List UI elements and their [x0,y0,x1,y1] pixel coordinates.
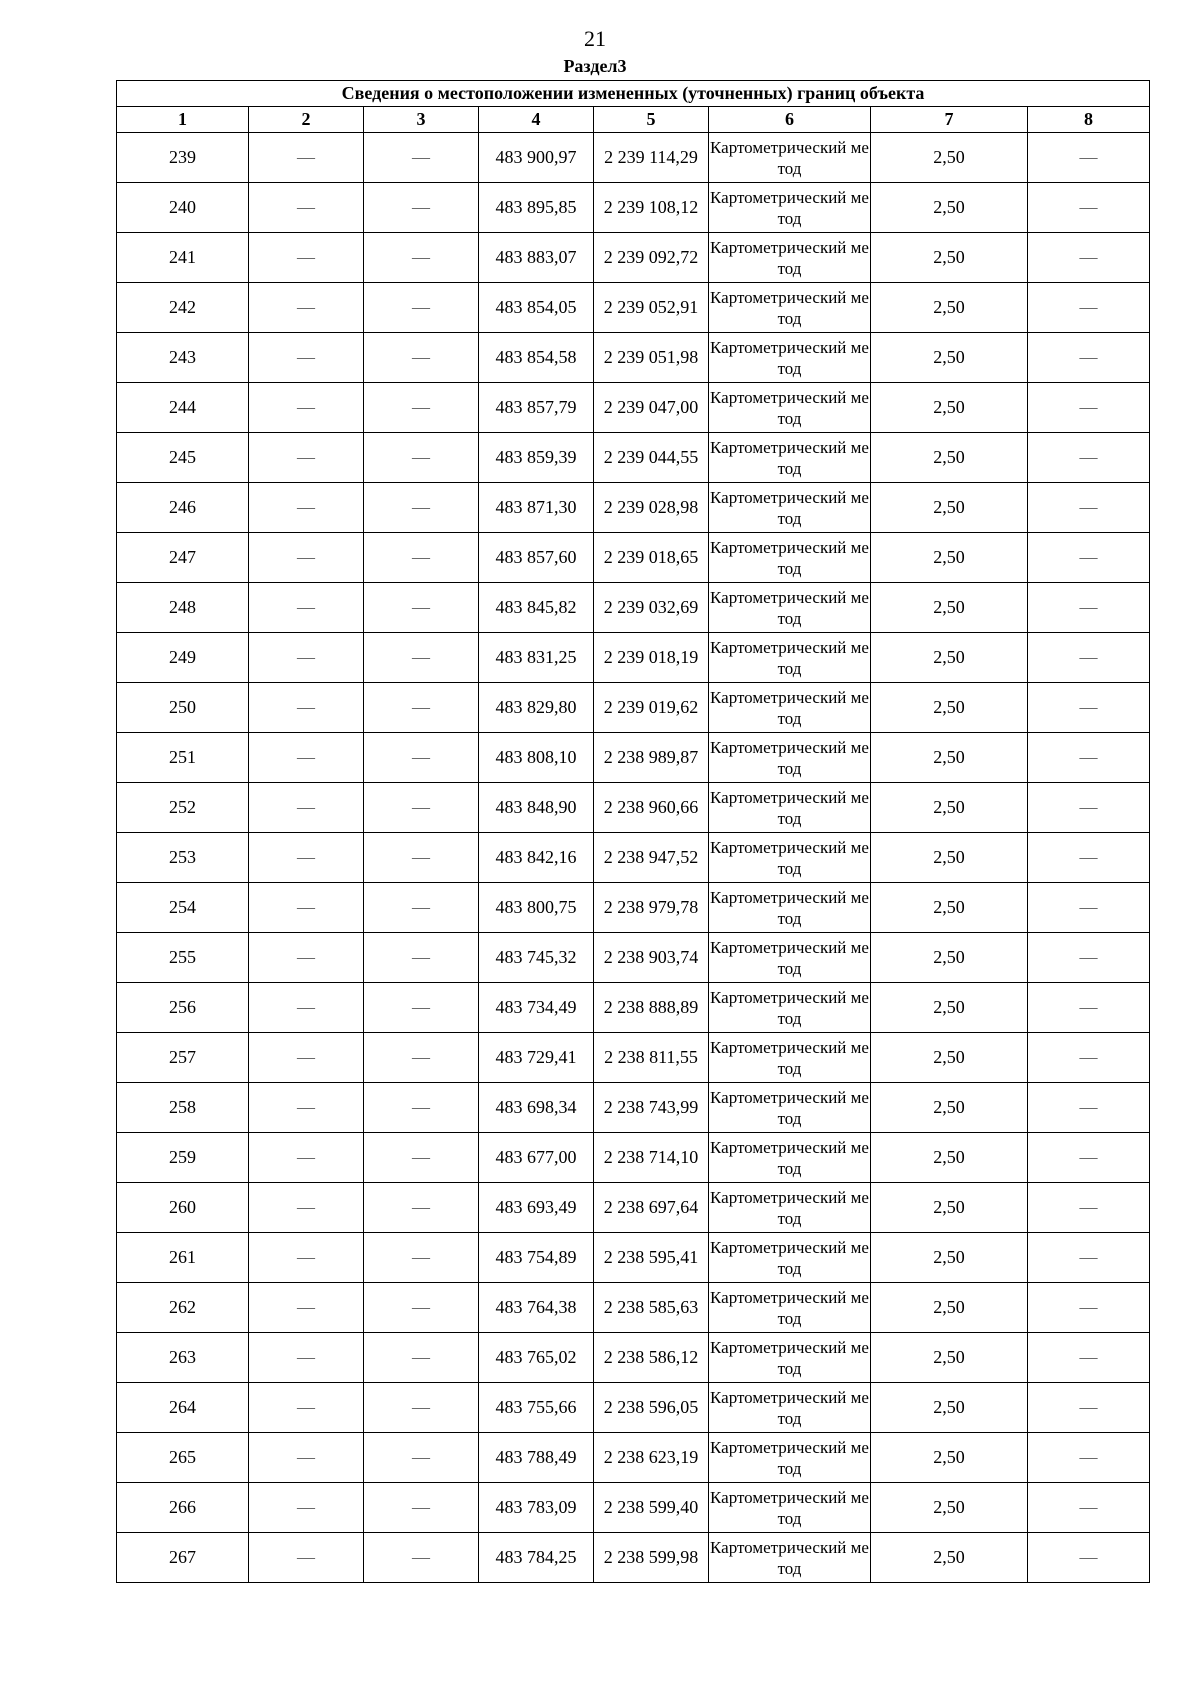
point-number-cell: 240 [117,183,249,233]
table-row [117,433,1150,483]
col8-cell: — [1028,933,1150,983]
col2-cell: — [249,1383,364,1433]
table-row [117,733,1150,783]
method-cell: Картометрический метод [709,1233,871,1283]
method-cell: Картометрический метод [709,183,871,233]
col8-cell: — [1028,1133,1150,1183]
method-cell: Картометрический метод [709,533,871,583]
y-coordinate-cell: 2 238 585,63 [594,1283,709,1333]
point-number-cell: 249 [117,633,249,683]
col2-cell: — [249,133,364,183]
y-coordinate-cell: 2 238 714,10 [594,1133,709,1183]
column-header: 6 [709,107,871,133]
col2-cell: — [249,833,364,883]
accuracy-cell: 2,50 [871,583,1028,633]
accuracy-cell: 2,50 [871,233,1028,283]
col2-cell: — [249,733,364,783]
x-coordinate-cell: 483 784,25 [479,1533,594,1583]
x-coordinate-cell: 483 842,16 [479,833,594,883]
accuracy-cell: 2,50 [871,683,1028,733]
method-cell: Картометрический метод [709,633,871,683]
accuracy-cell: 2,50 [871,1533,1028,1583]
accuracy-cell: 2,50 [871,1033,1028,1083]
y-coordinate-cell: 2 238 623,19 [594,1433,709,1483]
point-number-cell: 258 [117,1083,249,1133]
col2-cell: — [249,1033,364,1083]
point-number-cell: 251 [117,733,249,783]
method-cell: Картометрический метод [709,1183,871,1233]
col3-cell: — [364,1233,479,1283]
col8-cell: — [1028,1183,1150,1233]
y-coordinate-cell: 2 238 960,66 [594,783,709,833]
point-number-cell: 264 [117,1383,249,1433]
col8-cell: — [1028,833,1150,883]
table-row [117,1283,1150,1333]
column-header-row [117,107,1150,133]
col3-cell: — [364,933,479,983]
x-coordinate-cell: 483 754,89 [479,1233,594,1283]
y-coordinate-cell: 2 239 032,69 [594,583,709,633]
col3-cell: — [364,1433,479,1483]
point-number-cell: 242 [117,283,249,333]
col8-cell: — [1028,583,1150,633]
y-coordinate-cell: 2 238 903,74 [594,933,709,983]
table-row [117,783,1150,833]
col8-cell: — [1028,533,1150,583]
x-coordinate-cell: 483 808,10 [479,733,594,783]
x-coordinate-cell: 483 698,34 [479,1083,594,1133]
point-number-cell: 250 [117,683,249,733]
y-coordinate-cell: 2 238 599,98 [594,1533,709,1583]
column-header: 2 [249,107,364,133]
col3-cell: — [364,783,479,833]
accuracy-cell: 2,50 [871,883,1028,933]
y-coordinate-cell: 2 238 947,52 [594,833,709,883]
col3-cell: — [364,733,479,783]
y-coordinate-cell: 2 239 114,29 [594,133,709,183]
point-number-cell: 261 [117,1233,249,1283]
col8-cell: — [1028,1483,1150,1533]
method-cell: Картометрический метод [709,883,871,933]
point-number-cell: 245 [117,433,249,483]
col8-cell: — [1028,1383,1150,1433]
table-row [117,533,1150,583]
x-coordinate-cell: 483 693,49 [479,1183,594,1233]
method-cell: Картометрический метод [709,783,871,833]
y-coordinate-cell: 2 239 019,62 [594,683,709,733]
col3-cell: — [364,1083,479,1133]
table-row [117,283,1150,333]
table-row [117,483,1150,533]
point-number-cell: 244 [117,383,249,433]
method-cell: Картометрический метод [709,1383,871,1433]
col3-cell: — [364,1033,479,1083]
point-number-cell: 263 [117,1333,249,1383]
y-coordinate-cell: 2 239 052,91 [594,283,709,333]
table-row [117,1133,1150,1183]
y-coordinate-cell: 2 238 697,64 [594,1183,709,1233]
table-row [117,883,1150,933]
accuracy-cell: 2,50 [871,483,1028,533]
col8-cell: — [1028,483,1150,533]
col2-cell: — [249,683,364,733]
method-cell: Картометрический метод [709,383,871,433]
x-coordinate-cell: 483 800,75 [479,883,594,933]
table-body [117,133,1150,1583]
point-number-cell: 257 [117,1033,249,1083]
col3-cell: — [364,183,479,233]
x-coordinate-cell: 483 871,30 [479,483,594,533]
col2-cell: — [249,483,364,533]
col8-cell: — [1028,1433,1150,1483]
col3-cell: — [364,383,479,433]
col8-cell: — [1028,233,1150,283]
x-coordinate-cell: 483 883,07 [479,233,594,283]
y-coordinate-cell: 2 238 595,41 [594,1233,709,1283]
col3-cell: — [364,133,479,183]
accuracy-cell: 2,50 [871,333,1028,383]
method-cell: Картометрический метод [709,683,871,733]
method-cell: Картометрический метод [709,983,871,1033]
y-coordinate-cell: 2 239 047,00 [594,383,709,433]
column-header: 1 [117,107,249,133]
column-header: 8 [1028,107,1150,133]
table-row [117,983,1150,1033]
accuracy-cell: 2,50 [871,383,1028,433]
table-row [117,833,1150,883]
point-number-cell: 259 [117,1133,249,1183]
boundary-coordinates-table [116,80,1150,1583]
method-cell: Картометрический метод [709,333,871,383]
point-number-cell: 248 [117,583,249,633]
col8-cell: — [1028,333,1150,383]
method-cell: Картометрический метод [709,1533,871,1583]
col3-cell: — [364,233,479,283]
col3-cell: — [364,1333,479,1383]
col2-cell: — [249,633,364,683]
col2-cell: — [249,583,364,633]
col8-cell: — [1028,1083,1150,1133]
x-coordinate-cell: 483 829,80 [479,683,594,733]
x-coordinate-cell: 483 857,60 [479,533,594,583]
method-cell: Картометрический метод [709,733,871,783]
x-coordinate-cell: 483 677,00 [479,1133,594,1183]
col2-cell: — [249,883,364,933]
col3-cell: — [364,483,479,533]
col8-cell: — [1028,1033,1150,1083]
col8-cell: — [1028,883,1150,933]
col3-cell: — [364,533,479,583]
col8-cell: — [1028,133,1150,183]
col3-cell: — [364,1133,479,1183]
table-row [117,1483,1150,1533]
col8-cell: — [1028,1333,1150,1383]
method-cell: Картометрический метод [709,433,871,483]
accuracy-cell: 2,50 [871,1283,1028,1333]
x-coordinate-cell: 483 764,38 [479,1283,594,1333]
method-cell: Картометрический метод [709,1133,871,1183]
table-row [117,1383,1150,1433]
section-label: Раздел3 [563,56,627,76]
col3-cell: — [364,983,479,1033]
col8-cell: — [1028,433,1150,483]
x-coordinate-cell: 483 734,49 [479,983,594,1033]
col3-cell: — [364,1183,479,1233]
table-row [117,1183,1150,1233]
col8-cell: — [1028,683,1150,733]
accuracy-cell: 2,50 [871,933,1028,983]
col8-cell: — [1028,283,1150,333]
accuracy-cell: 2,50 [871,1333,1028,1383]
col8-cell: — [1028,633,1150,683]
y-coordinate-cell: 2 238 989,87 [594,733,709,783]
point-number-cell: 253 [117,833,249,883]
col2-cell: — [249,1483,364,1533]
accuracy-cell: 2,50 [871,133,1028,183]
x-coordinate-cell: 483 895,85 [479,183,594,233]
accuracy-cell: 2,50 [871,1383,1028,1433]
page-number: 21 [584,26,606,51]
col8-cell: — [1028,1283,1150,1333]
x-coordinate-cell: 483 755,66 [479,1383,594,1433]
col2-cell: — [249,1433,364,1483]
col2-cell: — [249,183,364,233]
accuracy-cell: 2,50 [871,533,1028,583]
y-coordinate-cell: 2 239 108,12 [594,183,709,233]
point-number-cell: 265 [117,1433,249,1483]
table-row [117,583,1150,633]
x-coordinate-cell: 483 765,02 [479,1333,594,1383]
accuracy-cell: 2,50 [871,433,1028,483]
accuracy-cell: 2,50 [871,1083,1028,1133]
col2-cell: — [249,233,364,283]
accuracy-cell: 2,50 [871,633,1028,683]
accuracy-cell: 2,50 [871,783,1028,833]
method-cell: Картометрический метод [709,583,871,633]
x-coordinate-cell: 483 729,41 [479,1033,594,1083]
x-coordinate-cell: 483 845,82 [479,583,594,633]
y-coordinate-cell: 2 238 979,78 [594,883,709,933]
y-coordinate-cell: 2 239 018,19 [594,633,709,683]
accuracy-cell: 2,50 [871,733,1028,783]
accuracy-cell: 2,50 [871,183,1028,233]
y-coordinate-cell: 2 239 051,98 [594,333,709,383]
y-coordinate-cell: 2 239 044,55 [594,433,709,483]
col3-cell: — [364,1383,479,1433]
method-cell: Картометрический метод [709,1083,871,1133]
y-coordinate-cell: 2 238 743,99 [594,1083,709,1133]
x-coordinate-cell: 483 788,49 [479,1433,594,1483]
accuracy-cell: 2,50 [871,1483,1028,1533]
table-row [117,683,1150,733]
point-number-cell: 241 [117,233,249,283]
col2-cell: — [249,333,364,383]
accuracy-cell: 2,50 [871,833,1028,883]
col2-cell: — [249,983,364,1033]
x-coordinate-cell: 483 745,32 [479,933,594,983]
table-row [117,183,1150,233]
accuracy-cell: 2,50 [871,283,1028,333]
col8-cell: — [1028,733,1150,783]
col2-cell: — [249,533,364,583]
x-coordinate-cell: 483 831,25 [479,633,594,683]
col3-cell: — [364,633,479,683]
y-coordinate-cell: 2 239 028,98 [594,483,709,533]
method-cell: Картометрический метод [709,933,871,983]
table-caption: Сведения о местоположении измененных (уточненных) границ объекта [117,81,1150,107]
accuracy-cell: 2,50 [871,983,1028,1033]
col3-cell: — [364,583,479,633]
method-cell: Картометрический метод [709,233,871,283]
table-row [117,133,1150,183]
col8-cell: — [1028,383,1150,433]
col3-cell: — [364,433,479,483]
col3-cell: — [364,1483,479,1533]
col2-cell: — [249,1283,364,1333]
col3-cell: — [364,833,479,883]
accuracy-cell: 2,50 [871,1133,1028,1183]
method-cell: Картометрический метод [709,133,871,183]
x-coordinate-cell: 483 900,97 [479,133,594,183]
table-row [117,333,1150,383]
point-number-cell: 246 [117,483,249,533]
col8-cell: — [1028,1233,1150,1283]
accuracy-cell: 2,50 [871,1233,1028,1283]
col3-cell: — [364,1533,479,1583]
col2-cell: — [249,283,364,333]
col3-cell: — [364,683,479,733]
col3-cell: — [364,283,479,333]
method-cell: Картометрический метод [709,833,871,883]
col2-cell: — [249,1333,364,1383]
y-coordinate-cell: 2 238 888,89 [594,983,709,1033]
col8-cell: — [1028,183,1150,233]
y-coordinate-cell: 2 239 018,65 [594,533,709,583]
col2-cell: — [249,1083,364,1133]
y-coordinate-cell: 2 238 586,12 [594,1333,709,1383]
y-coordinate-cell: 2 239 092,72 [594,233,709,283]
col8-cell: — [1028,783,1150,833]
x-coordinate-cell: 483 857,79 [479,383,594,433]
point-number-cell: 243 [117,333,249,383]
point-number-cell: 256 [117,983,249,1033]
point-number-cell: 262 [117,1283,249,1333]
table-row [117,233,1150,283]
method-cell: Картометрический метод [709,1483,871,1533]
column-header: 3 [364,107,479,133]
x-coordinate-cell: 483 854,58 [479,333,594,383]
x-coordinate-cell: 483 854,05 [479,283,594,333]
col2-cell: — [249,433,364,483]
col2-cell: — [249,1133,364,1183]
col8-cell: — [1028,983,1150,1033]
method-cell: Картометрический метод [709,1283,871,1333]
point-number-cell: 266 [117,1483,249,1533]
accuracy-cell: 2,50 [871,1433,1028,1483]
method-cell: Картометрический метод [709,483,871,533]
table-row [117,933,1150,983]
method-cell: Картометрический метод [709,1433,871,1483]
point-number-cell: 267 [117,1533,249,1583]
table-row [117,1233,1150,1283]
col3-cell: — [364,333,479,383]
col2-cell: — [249,1533,364,1583]
col2-cell: — [249,783,364,833]
x-coordinate-cell: 483 783,09 [479,1483,594,1533]
table-row [117,1333,1150,1383]
table-row [117,1433,1150,1483]
column-header: 4 [479,107,594,133]
point-number-cell: 252 [117,783,249,833]
col3-cell: — [364,883,479,933]
table-row [117,1033,1150,1083]
col2-cell: — [249,933,364,983]
x-coordinate-cell: 483 859,39 [479,433,594,483]
col3-cell: — [364,1283,479,1333]
point-number-cell: 247 [117,533,249,583]
accuracy-cell: 2,50 [871,1183,1028,1233]
point-number-cell: 255 [117,933,249,983]
y-coordinate-cell: 2 238 811,55 [594,1033,709,1083]
table-row [117,383,1150,433]
column-header: 7 [871,107,1028,133]
col8-cell: — [1028,1533,1150,1583]
col2-cell: — [249,1183,364,1233]
point-number-cell: 239 [117,133,249,183]
method-cell: Картометрический метод [709,1033,871,1083]
table-row [117,1083,1150,1133]
col2-cell: — [249,1233,364,1283]
y-coordinate-cell: 2 238 599,40 [594,1483,709,1533]
column-header: 5 [594,107,709,133]
method-cell: Картометрический метод [709,283,871,333]
y-coordinate-cell: 2 238 596,05 [594,1383,709,1433]
point-number-cell: 260 [117,1183,249,1233]
table-row [117,1533,1150,1583]
x-coordinate-cell: 483 848,90 [479,783,594,833]
col2-cell: — [249,383,364,433]
method-cell: Картометрический метод [709,1333,871,1383]
point-number-cell: 254 [117,883,249,933]
table-row [117,633,1150,683]
